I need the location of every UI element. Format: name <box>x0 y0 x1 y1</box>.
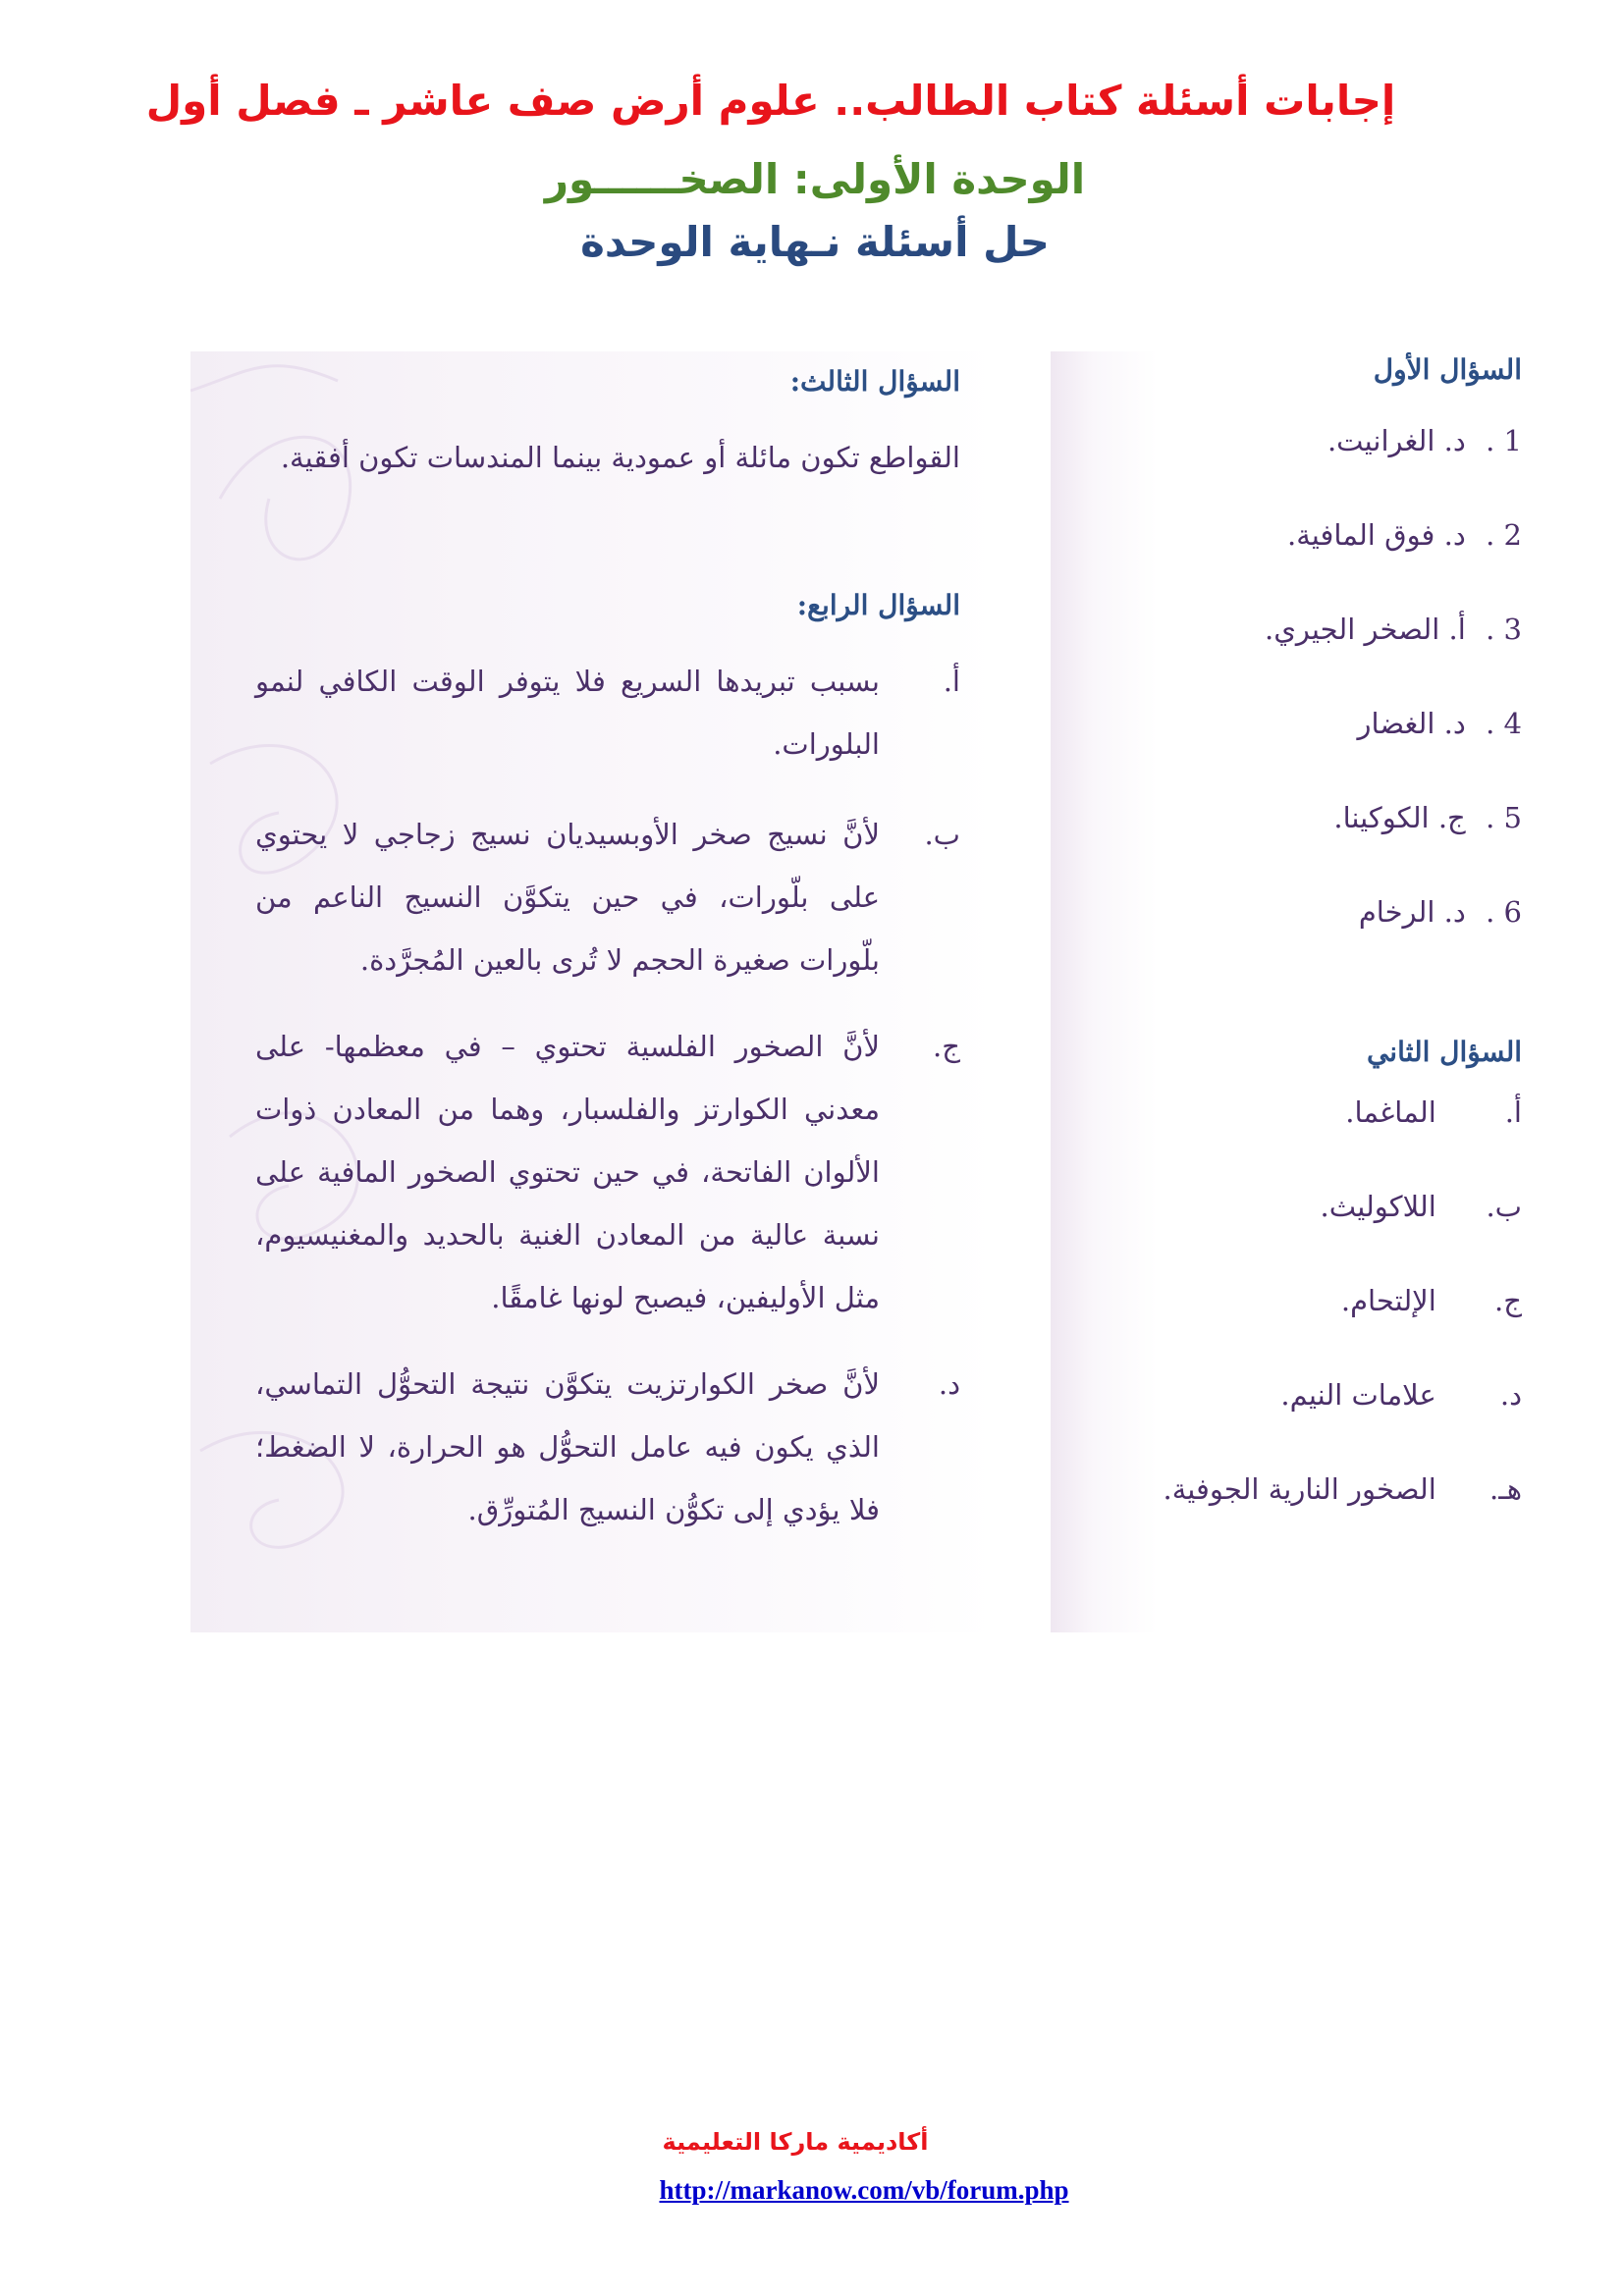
item-answer: لأنَّ صخر الكوارتزيت يتكوَّن نتيجة التحوُّل التماسي، الذي يكون فيه عامل التحوُّل هو الحرارة، لا الضغط؛ فلا يؤدي إلى تكوُّن النسيج المُتورِّق. <box>255 1367 880 1526</box>
list-item <box>255 1015 960 1329</box>
item-answer: علامات النيم. <box>1280 1378 1436 1412</box>
item-letter: ب. <box>924 818 960 851</box>
question-1-heading: السؤال الأول <box>1373 353 1522 386</box>
document-title: إجابات أسئلة كتاب الطالب.. علوم أرض صف عاشر ـ فصل أول <box>145 77 1396 125</box>
item-answer: د. فوق المافية. <box>1286 518 1466 552</box>
item-answer: بسبب تبريدها السريع فلا يتوفر الوقت الكافي لنمو البلورات. <box>255 665 880 761</box>
item-answer: اللاكوليث. <box>1320 1190 1436 1223</box>
item-number: 1 . <box>1486 424 1522 457</box>
list-item <box>1265 613 1522 646</box>
item-letter: هـ. <box>1489 1472 1522 1506</box>
item-answer: الإلتحام. <box>1340 1284 1436 1317</box>
list-item <box>1359 895 1522 929</box>
item-answer: أ. الصخر الجيري. <box>1265 613 1466 646</box>
item-letter: ج. <box>933 1030 960 1063</box>
item-answer: ج. الكوكينا. <box>1333 801 1466 834</box>
item-letter: ج. <box>1494 1284 1522 1317</box>
list-item <box>1164 1472 1522 1506</box>
item-number: 6 . <box>1486 895 1522 929</box>
list-item <box>1358 707 1522 740</box>
list-item <box>1341 1284 1522 1317</box>
list-item <box>1287 518 1522 552</box>
list-item <box>255 1353 960 1541</box>
question-3-answer: القواطع تكون مائلة أو عمودية بينما المندسات تكون أفقية. <box>280 441 960 474</box>
list-item <box>1321 1190 1522 1223</box>
list-item <box>255 650 960 775</box>
item-answer: الماغما. <box>1345 1095 1436 1129</box>
item-answer: لأنَّ الصخور الفلسية تحتوي – في معظمها- على معدني الكوارتز والفلسبار، وهما من المعادن ذوات الألوان الفاتحة، في حين تحتوي الصخور المافية على نسبة عالية من المعادن الغنية بالحديد والمغنيسيوم، مثل الأوليفين، فيصبح لونها غامقًا. <box>255 1030 880 1314</box>
section-subtitle: حل أسئلة نـهاية الوحدة <box>580 218 1050 266</box>
list-item <box>1333 801 1522 834</box>
item-letter: أ. <box>943 665 960 698</box>
list-item <box>1280 1378 1522 1412</box>
item-answer: لأنَّ نسيج صخر الأوبسيديان نسيج زجاجي لا يحتوي على بلّورات، في حين يتكوَّن النسيج الناعم من بلّورات صغيرة الحجم لا تُرى بالعين المُجرَّدة. <box>255 818 880 977</box>
question-2-heading: السؤال الثاني <box>1366 1036 1522 1068</box>
item-number: 4 . <box>1486 707 1522 740</box>
item-letter: د. <box>1499 1378 1522 1412</box>
item-answer: الصخور النارية الجوفية. <box>1163 1472 1436 1506</box>
question-3-heading: السؤال الثالث: <box>789 365 960 398</box>
item-answer: د. الغرانيت. <box>1326 424 1466 457</box>
footer-forum-link[interactable]: http://markanow.com/vb/forum.php <box>659 2175 1069 2205</box>
item-number: 2 . <box>1486 518 1522 552</box>
item-number: 5 . <box>1486 801 1522 834</box>
item-number: 3 . <box>1486 613 1522 646</box>
list-item <box>255 803 960 991</box>
unit-title: الوحدة الأولى: الصخــــــور <box>544 155 1086 203</box>
question-4-heading: السؤال الرابع: <box>796 589 960 621</box>
list-item <box>1327 424 1522 457</box>
item-letter: د. <box>938 1367 960 1401</box>
footer-academy-name: أكاديمية ماركا التعليمية <box>662 2128 929 2156</box>
item-answer: د. الغضار <box>1357 707 1466 740</box>
item-answer: د. الرخام <box>1358 895 1466 929</box>
item-letter: ب. <box>1486 1190 1522 1223</box>
item-letter: أ. <box>1504 1095 1522 1129</box>
list-item <box>1345 1095 1522 1129</box>
